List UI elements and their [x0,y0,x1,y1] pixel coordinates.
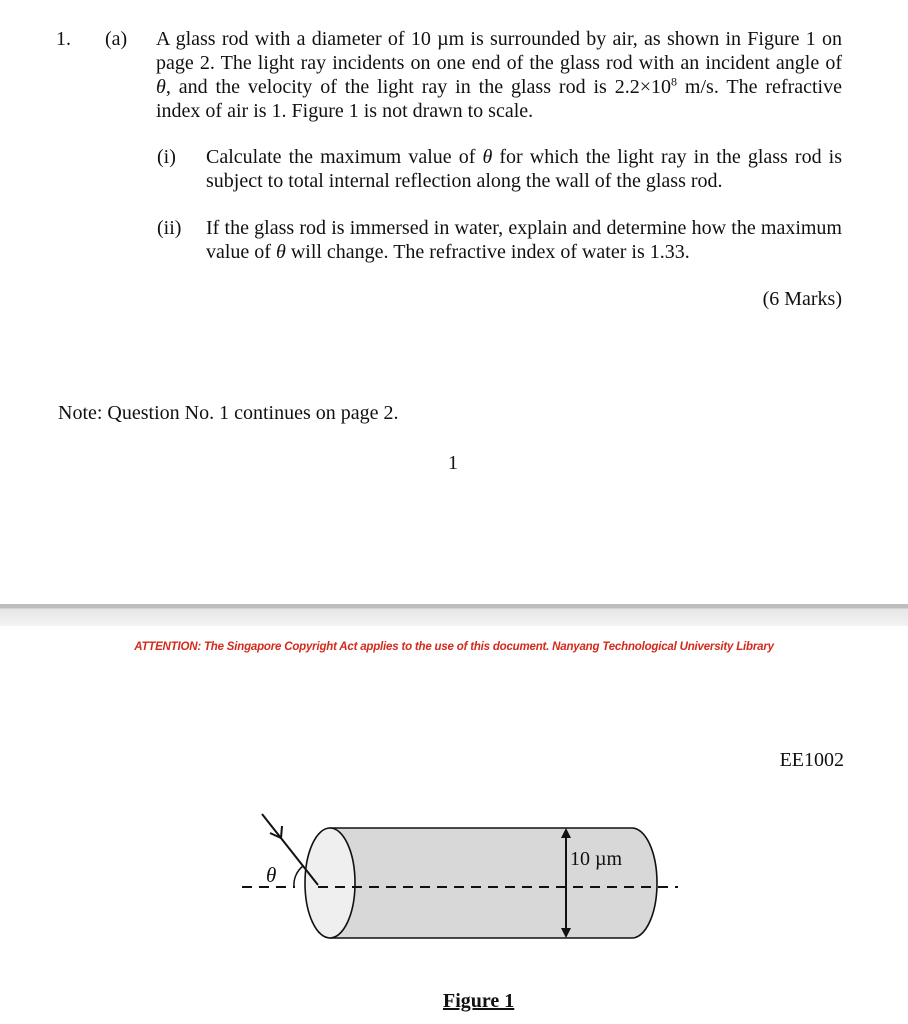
subquestion-ii-text [206,216,842,264]
marks-label: (6 Marks) [762,288,842,310]
theta-symbol: θ [275,241,286,263]
subquestion-ii-label: (ii) [157,217,182,239]
dimension-label: 10 µm [570,848,623,870]
subquestion-i-text-1: Calculate the maximum value of [206,146,483,168]
question-text-3: m/s. The refractive index of air is 1. Figure 1 is not drawn to scale. [156,76,842,122]
subquestion-ii-text-2: will change. The refractive index of water is 1.33. [285,241,690,263]
theta-symbol: θ [156,76,166,98]
question-text-1: A glass rod with a diameter of 10 µm is surrounded by air, as shown in Figure 1 on page 2. The light ray incidents on one end of the glass rod with an incident angle of [156,28,842,74]
subquestion-ii-text-1: If the glass rod is immersed in water, explain and determine how the maximum value of [206,217,842,263]
theta-label: θ [266,863,277,887]
rod-end-face [305,828,355,938]
page-number: 1 [448,452,458,474]
question-number: 1. [56,28,71,50]
subquestion-i-text [206,145,842,193]
question-part-label: (a) [105,28,128,50]
figure-caption: Figure 1 [443,990,515,1012]
theta-symbol: θ [482,146,493,168]
course-code: EE1002 [779,749,844,771]
subquestion-i-label: (i) [157,146,176,168]
rod-body [330,828,657,938]
page-break-divider [0,604,908,626]
continuation-note: Note: Question No. 1 continues on page 2. [58,402,399,424]
question-text-2: , and the velocity of the light ray in the glass rod is 2.2×10 [165,76,672,98]
glass-rod-figure [220,796,690,946]
copyright-attention-notice: ATTENTION: The Singapore Copyright Act applies to the use of this document. Nanyang Technological University Library [134,641,774,653]
subquestion-i-text-2: for which the light ray in the glass rod is subject to total internal reflection along the wall of the glass rod. [206,146,843,192]
exponent: 8 [671,74,678,89]
angle-arc [294,866,303,887]
question-text [156,27,842,123]
